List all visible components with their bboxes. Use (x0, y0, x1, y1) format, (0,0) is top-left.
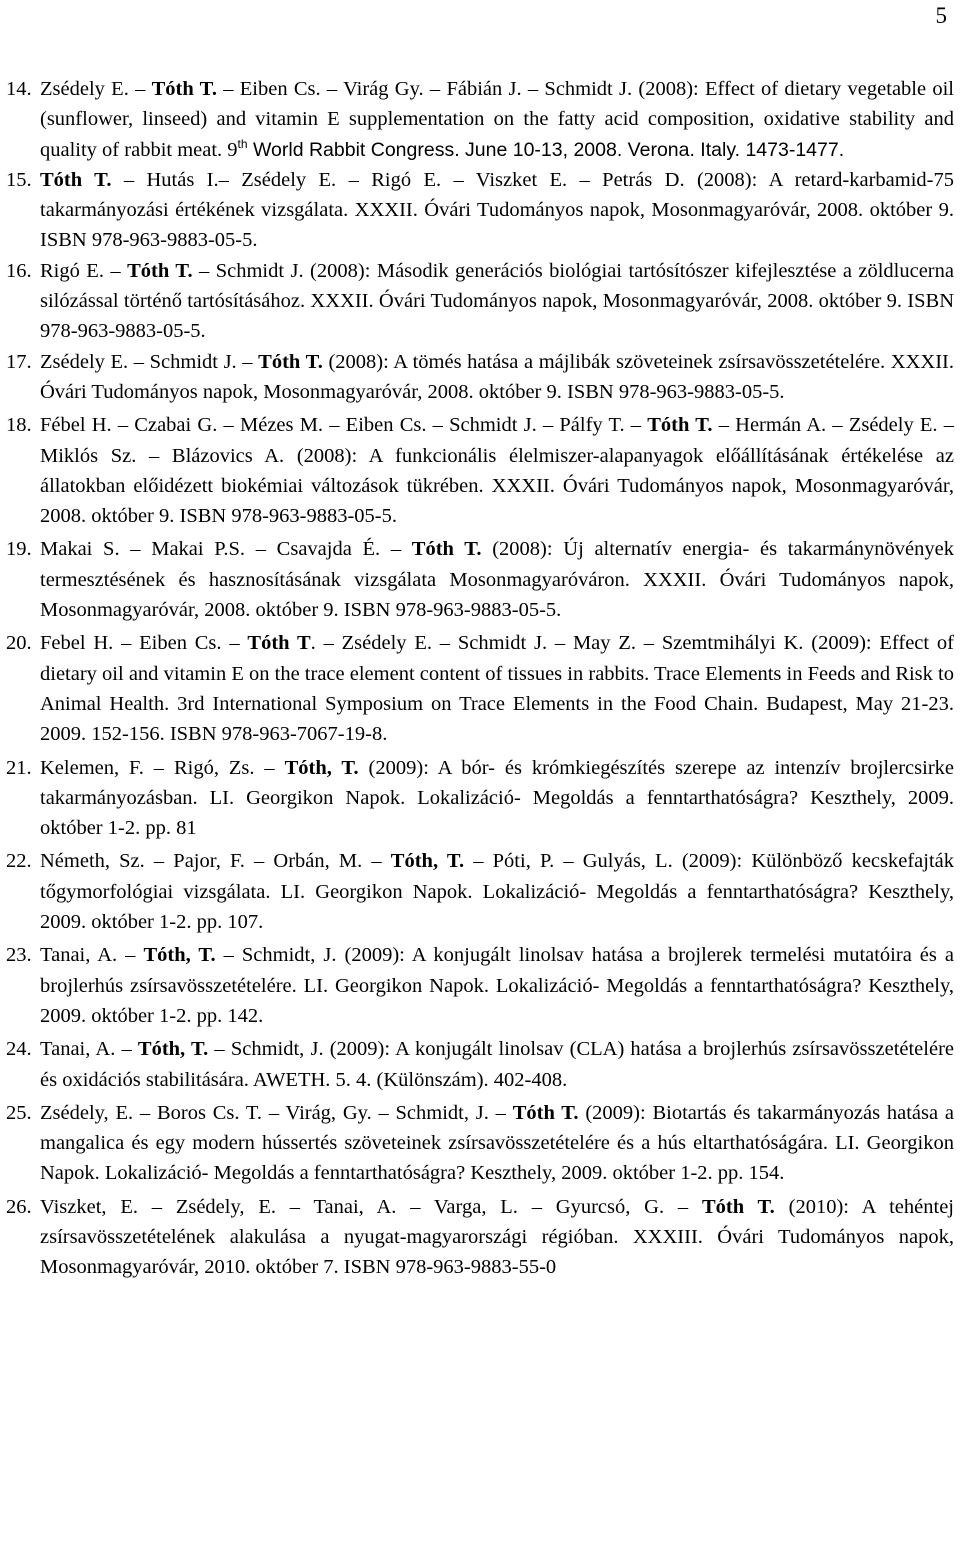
reference-text: (2009): Biotartás és takarmányozás hatása a mangalica és egy modern hússertés szöveteinek zsírsavösszetételére és a hús eltarthatóságára. LI. Georgikon Napok. Lokalizáció- Megoldás a fenntarthatóságra? Keszthely, 2009. október 1-2. pp. 154. (40, 1101, 954, 1185)
reference-number: 21. (6, 756, 32, 779)
reference-text: – Póti, P. – Gulyás, L. (2009): Különböző kecskefajták tőgymorfológiai vizsgálata. LI. Georgikon Napok. Lokalizáció- Megoldás a fenntarthatóságra? Keszthely, 2009. október 1-2. pp. 107. (40, 850, 955, 934)
reference-item (6, 1192, 954, 1283)
reference-text-pre: Zsédely, E. – Boros Cs. T. – Virág, Gy. – Schmidt, J. – (40, 1101, 513, 1124)
reference-author-highlight: Tóth, T. (143, 944, 216, 967)
reference-item (6, 753, 954, 844)
reference-text: – Hutás I.– Zsédely E. – Rigó E. – Viszket E. – Petrás D. (2008): A retard-karbamid-75 takarmányozási értékének vizsgálata. XXXII. Óvári Tudományos napok, Mosonmagyaróvár, 2008. október 9. ISBN 978-963-9883-05-5. (40, 168, 954, 252)
reference-text-pre: Makai S. – Makai P.S. – Csavajda É. – (40, 538, 412, 561)
reference-item (6, 347, 954, 408)
reference-text-pre: Zsédely E. – (40, 78, 152, 100)
reference-item (6, 628, 954, 749)
reference-number: 24. (6, 1038, 32, 1061)
reference-text-tail: World Rabbit Congress. June 10-13, 2008. Verona. Italy. 1473-1477. (247, 138, 845, 161)
reference-text: (2008): A tömés hatása a májlibák szöveteinek zsírsavösszetételére. XXXII. Óvári Tudományos napok, Mosonmagyaróvár, 2008. október 9. ISBN 978-963-9883-05-5. (40, 350, 954, 403)
reference-author-highlight: Tóth T. (151, 78, 217, 100)
reference-author-highlight: Tóth T. (701, 1195, 775, 1218)
reference-author-highlight: Tóth, T. (137, 1038, 209, 1061)
reference-item (6, 74, 954, 165)
reference-text-pre: Tanai, A. – (40, 1038, 138, 1061)
reference-text: . – Zsédely E. – Schmidt J. – May Z. – Szemtmihályi K. (2009): Effect of dietary oil and vitamin E on the trace element content of tissues in rabbits. Trace Elements in Feeds and Risk to Animal Health. 3rd International Symposium on Trace Elements in the Food Chain. Budapest, May 21-23. 2009. 152-156. ISBN 978-963-7067-19-8. (40, 632, 954, 746)
reference-text-pre: Zsédely E. – Schmidt J. – (40, 350, 259, 373)
reference-item (6, 846, 954, 937)
reference-text: – Hermán A. – Zsédely E. – Miklós Sz. – Blázovics A. (2008): A funkcionális élelmiszer-alapanyagok előállításának értékelése az állatokban előidézett biokémiai változások tükrében. XXXII. Óvári Tudományos napok, Mosonmagyaróvár, 2008. október 9. ISBN 978-963-9883-05-5. (40, 414, 954, 528)
reference-text-pre: Kelemen, F. – Rigó, Zs. – (40, 756, 285, 779)
reference-number: 26. (6, 1195, 32, 1218)
reference-number: 16. (6, 259, 32, 282)
page-number: 5 (935, 3, 947, 28)
reference-author-highlight: Tóth T. (40, 168, 112, 191)
reference-number: 19. (6, 538, 32, 561)
reference-number: 20. (6, 632, 32, 655)
reference-item (6, 1034, 954, 1095)
reference-text: – Schmidt J. (2008): Második generációs biológiai tartósítószer kifejlesztése a zöldlucerna silózással történő tartósításához. XXXII. Óvári Tudományos napok, Mosonmagyaróvár, 2008. október 9. ISBN 978-963-9883-05-5. (40, 259, 954, 343)
reference-author-highlight: Tóth T. (512, 1101, 579, 1124)
reference-number: 23. (6, 944, 32, 967)
reference-text: – Schmidt, J. (2009): A konjugált linolsav (CLA) hatása a brojlerhús zsírsavösszetételére és oxidációs stabilitására. AWETH. 5. 4. (Különszám). 402-408. (40, 1038, 954, 1091)
reference-text: (2010): A tehéntej zsírsavösszetételének alakulása a nyugat-magyarországi régióban. XXXIII. Óvári Tudományos napok, Mosonmagyaróvár, 2010. október 7. ISBN 978-963-9883-55-0 (40, 1195, 954, 1279)
reference-text-pre: Febel H. – Eiben Cs. – (40, 632, 248, 655)
reference-text-pre: Tanai, A. – (40, 944, 144, 967)
reference-author-highlight: Tóth T. (647, 414, 713, 437)
reference-text: – Eiben Cs. – Virág Gy. – Fábián J. – Schmidt J. (2008): Effect of dietary vegetable oil (sunflower, linseed) and vitamin E supplementation on the fatty acid composition, oxidative stability and quality of rabbit meat. 9 (40, 78, 954, 161)
reference-number: 14. (6, 78, 32, 100)
reference-number: 25. (6, 1101, 32, 1124)
reference-author-highlight: Tóth T. (127, 259, 193, 282)
reference-author-highlight: Tóth T. (258, 350, 323, 373)
reference-item (6, 534, 954, 625)
reference-list (6, 74, 954, 1283)
reference-superscript: th (237, 136, 248, 151)
reference-author-highlight: Tóth, T. (390, 850, 465, 873)
reference-author-highlight: Tóth T (247, 632, 311, 655)
reference-text: (2009): A bór- és krómkiegészítés szerepe az intenzív brojlercsirke takarmányozásban. LI. Georgikon Napok. Lokalizáció- Megoldás a fenntarthatóságra? Keszthely, 2009. október 1-2. pp. 81 (40, 756, 954, 840)
reference-text-pre: Viszket, E. – Zsédely, E. – Tanai, A. – Varga, L. – Gyurcsó, G. – (40, 1195, 702, 1218)
reference-number: 18. (6, 414, 32, 437)
reference-text: – Schmidt, J. (2009): A konjugált linolsav hatása a brojlerek termelési mutatóira és a brojlerhús zsírsavösszetételére. LI. Georgikon Napok. Lokalizáció- Megoldás a fenntarthatóságra? Keszthely, 2009. október 1-2. pp. 142. (40, 944, 954, 1027)
reference-item (6, 940, 954, 1031)
reference-author-highlight: Tóth T. (411, 538, 482, 561)
reference-text-pre: Fébel H. – Czabai G. – Mézes M. – Eiben Cs. – Schmidt J. – Pálfy T. – (40, 414, 648, 437)
reference-number: 15. (6, 168, 32, 191)
reference-number: 22. (6, 850, 32, 873)
reference-item (6, 410, 954, 531)
reference-text-pre: Rigó E. – (40, 259, 128, 282)
reference-number: 17. (6, 350, 32, 373)
reference-item (6, 256, 954, 347)
reference-item (6, 165, 954, 256)
reference-text-pre: Németh, Sz. – Pajor, F. – Orbán, M. – (40, 850, 391, 873)
reference-text: (2008): Új alternatív energia- és takarmánynövények termesztésének és hasznosításának vizsgálata Mosonmagyaróváron. XXXII. Óvári Tudományos napok, Mosonmagyaróvár, 2008. október 9. ISBN 978-963-9883-05-5. (40, 538, 954, 622)
reference-item (6, 1098, 954, 1189)
reference-author-highlight: Tóth, T. (284, 756, 359, 779)
